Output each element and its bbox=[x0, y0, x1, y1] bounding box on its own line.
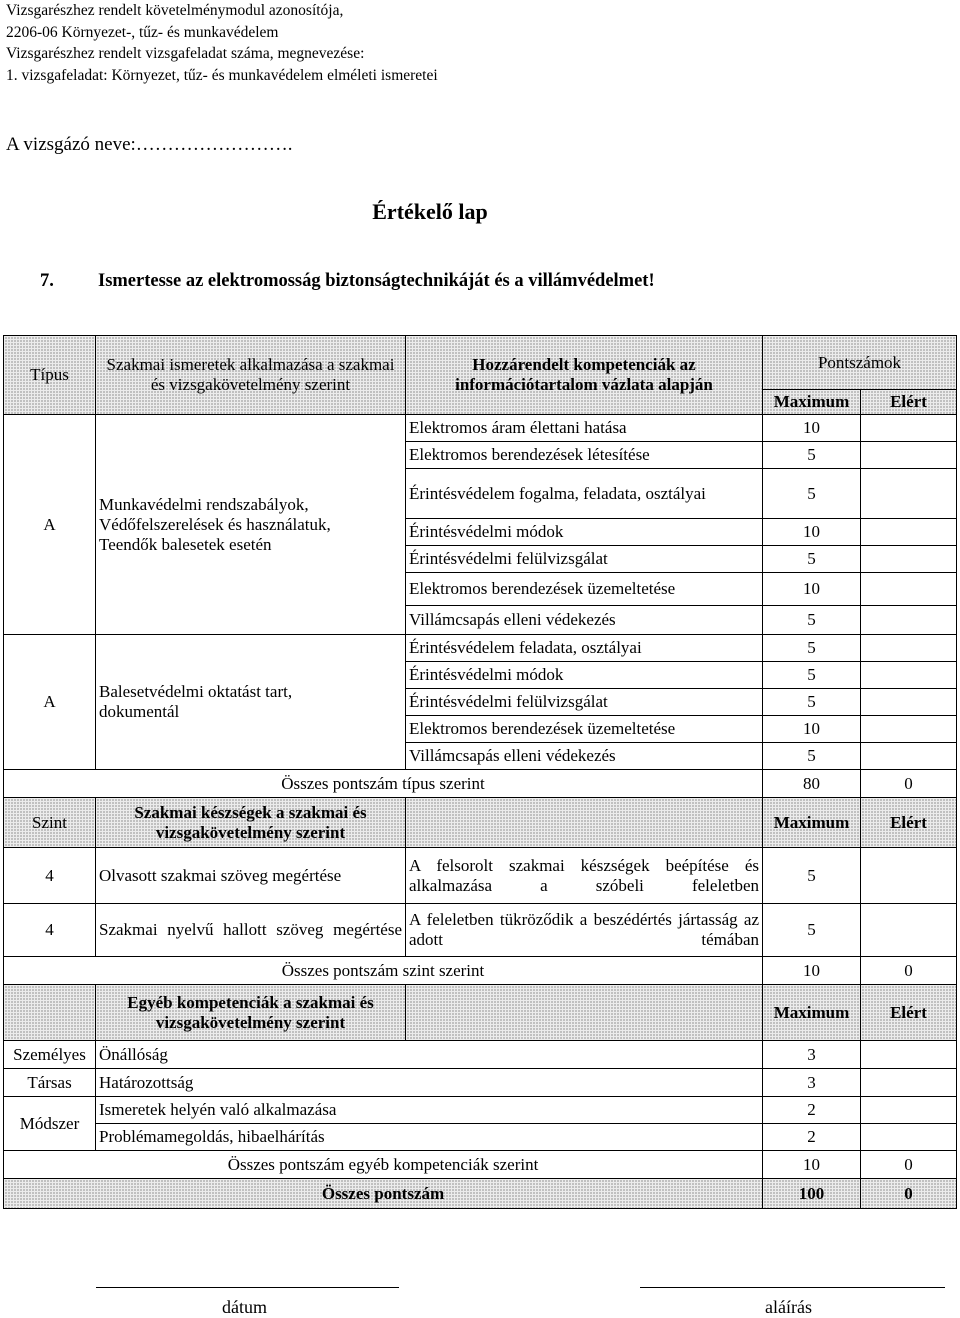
achieved-cell[interactable] bbox=[861, 469, 957, 519]
max-value: 5 bbox=[763, 469, 861, 519]
date-label: dátum bbox=[222, 1297, 267, 1317]
max-value: 5 bbox=[763, 689, 861, 716]
skills-header: Szakmai készségek a szakmai és vizsgakövetelmény szerint bbox=[96, 798, 406, 848]
grand-total-max: 100 bbox=[763, 1179, 861, 1209]
other-max-header: Maximum bbox=[763, 985, 861, 1041]
total-type-achieved: 0 bbox=[861, 770, 957, 798]
total-other-achieved: 0 bbox=[861, 1151, 957, 1179]
competence-item: Érintésvédelmi felülvizsgálat bbox=[406, 546, 763, 573]
document-header bbox=[6, 0, 438, 86]
group2-description bbox=[96, 635, 406, 770]
skills-max-header: Maximum bbox=[763, 798, 861, 848]
social-max: 3 bbox=[763, 1069, 861, 1097]
group2-desc-line: Balesetvédelmi oktatást tart, bbox=[99, 682, 293, 701]
social-text: Határozottság bbox=[96, 1069, 763, 1097]
method-type: Módszer bbox=[4, 1097, 96, 1151]
date-line bbox=[96, 1287, 399, 1288]
skill-level: 4 bbox=[4, 904, 96, 957]
personal-text: Önállóság bbox=[96, 1041, 763, 1069]
skill-max: 5 bbox=[763, 848, 861, 904]
group2-desc-line: dokumentál bbox=[99, 702, 180, 721]
achieved-cell[interactable] bbox=[861, 662, 957, 689]
competence-header: Hozzárendelt kompetenciák az információtartalom vázlata alapján bbox=[406, 336, 763, 415]
header-line-4: 1. vizsgafeladat: Környezet, tűz- és munkavédelem elméleti ismeretei bbox=[6, 66, 438, 84]
other-header: Egyéb kompetenciák a szakmai és vizsgakövetelmény szerint bbox=[96, 985, 406, 1041]
level-header: Szint bbox=[4, 798, 96, 848]
achieved-cell[interactable] bbox=[861, 848, 957, 904]
social-type: Társas bbox=[4, 1069, 96, 1097]
skills-achieved-header: Elért bbox=[861, 798, 957, 848]
max-value: 5 bbox=[763, 635, 861, 662]
total-type-label: Összes pontszám típus szerint bbox=[4, 770, 763, 798]
achieved-cell[interactable] bbox=[861, 442, 957, 469]
group1-desc-line: Védőfelszerelések és használatuk, bbox=[99, 514, 331, 534]
competence-item: Elektromos berendezések létesítése bbox=[406, 442, 763, 469]
other-header-blank bbox=[4, 985, 96, 1041]
signature-line bbox=[640, 1287, 945, 1288]
max-value: 5 bbox=[763, 743, 861, 770]
achieved-cell[interactable] bbox=[861, 573, 957, 606]
skill-competence: A felsorolt szakmai készségek beépítése és alkalmazása a szóbeli feleletben bbox=[406, 848, 763, 904]
achieved-cell[interactable] bbox=[861, 1069, 957, 1097]
points-header: Pontszámok bbox=[763, 336, 957, 390]
total-type-max: 80 bbox=[763, 770, 861, 798]
question-text: Ismertesse az elektromosság biztonságtechnikáját és a villámvédelmet! bbox=[98, 271, 655, 291]
max-value: 5 bbox=[763, 606, 861, 635]
method-max: 2 bbox=[763, 1097, 861, 1124]
skill-text: Szakmai nyelvű hallott szöveg megértése bbox=[96, 904, 406, 957]
achieved-header: Elért bbox=[861, 390, 957, 415]
achieved-cell[interactable] bbox=[861, 635, 957, 662]
other-achieved-header: Elért bbox=[861, 985, 957, 1041]
method-max: 2 bbox=[763, 1124, 861, 1151]
header-line-1: Vizsgarészhez rendelt követelménymodul azonosítója, bbox=[6, 2, 344, 19]
max-value: 5 bbox=[763, 442, 861, 469]
page-title: Értékelő lap bbox=[372, 199, 488, 224]
max-header: Maximum bbox=[763, 390, 861, 415]
grand-total-achieved: 0 bbox=[861, 1179, 957, 1209]
group1-desc-line: Teendők balesetek esetén bbox=[99, 534, 272, 554]
max-value: 10 bbox=[763, 415, 861, 442]
group1-description bbox=[96, 415, 406, 635]
header-line-3: Vizsgarészhez rendelt vizsgafeladat száma, megnevezése: bbox=[6, 45, 365, 62]
total-other-label: Összes pontszám egyéb kompetenciák szerint bbox=[4, 1151, 763, 1179]
competence-item: Érintésvédelem fogalma, feladata, osztályai bbox=[406, 469, 763, 519]
achieved-cell[interactable] bbox=[861, 1041, 957, 1069]
max-value: 5 bbox=[763, 546, 861, 573]
competence-item: Érintésvédelmi módok bbox=[406, 662, 763, 689]
competence-item: Villámcsapás elleni védekezés bbox=[406, 743, 763, 770]
question bbox=[40, 271, 655, 292]
method-text: Problémamegoldás, hibaelhárítás bbox=[96, 1124, 763, 1151]
achieved-cell[interactable] bbox=[861, 689, 957, 716]
examinee-name-field: A vizsgázó neve:……………………. bbox=[6, 134, 293, 155]
total-other-max: 10 bbox=[763, 1151, 861, 1179]
question-number: 7. bbox=[40, 271, 54, 291]
competence-item: Érintésvédelem feladata, osztályai bbox=[406, 635, 763, 662]
total-level-achieved: 0 bbox=[861, 957, 957, 985]
achieved-cell[interactable] bbox=[861, 1097, 957, 1124]
achieved-cell[interactable] bbox=[861, 519, 957, 546]
competence-item: Érintésvédelmi módok bbox=[406, 519, 763, 546]
max-value: 5 bbox=[763, 662, 861, 689]
competence-item: Villámcsapás elleni védekezés bbox=[406, 606, 763, 635]
skill-text: Olvasott szakmai szöveg megértése bbox=[96, 848, 406, 904]
total-level-max: 10 bbox=[763, 957, 861, 985]
skill-competence: A feleletben tükröződik a beszédértés jártasság az adott témában bbox=[406, 904, 763, 957]
group1-desc-line: Munkavédelmi rendszabályok, bbox=[99, 494, 309, 514]
max-value: 10 bbox=[763, 573, 861, 606]
evaluation-table bbox=[3, 335, 957, 1209]
achieved-cell[interactable] bbox=[861, 716, 957, 743]
total-level-label: Összes pontszám szint szerint bbox=[4, 957, 763, 985]
knowledge-header: Szakmai ismeretek alkalmazása a szakmai és vizsgakövetelmény szerint bbox=[96, 336, 406, 415]
personal-max: 3 bbox=[763, 1041, 861, 1069]
max-value: 10 bbox=[763, 519, 861, 546]
header-line-2: 2206-06 Környezet-, tűz- és munkavédelem bbox=[6, 23, 279, 41]
achieved-cell[interactable] bbox=[861, 743, 957, 770]
method-text: Ismeretek helyén való alkalmazása bbox=[96, 1097, 763, 1124]
skills-header-blank bbox=[406, 798, 763, 848]
type-header: Típus bbox=[4, 336, 96, 415]
skill-level: 4 bbox=[4, 848, 96, 904]
grand-total-label: Összes pontszám bbox=[4, 1179, 763, 1209]
group1-type: A bbox=[4, 415, 96, 635]
personal-type: Személyes bbox=[4, 1041, 96, 1069]
competence-item: Elektromos berendezések üzemeltetése bbox=[406, 716, 763, 743]
competence-item: Elektromos áram élettani hatása bbox=[406, 415, 763, 442]
achieved-cell[interactable] bbox=[861, 606, 957, 635]
achieved-cell[interactable] bbox=[861, 904, 957, 957]
signature-label: aláírás bbox=[765, 1297, 812, 1317]
achieved-cell[interactable] bbox=[861, 415, 957, 442]
competence-item: Érintésvédelmi felülvizsgálat bbox=[406, 689, 763, 716]
achieved-cell[interactable] bbox=[861, 546, 957, 573]
achieved-cell[interactable] bbox=[861, 1124, 957, 1151]
group2-type: A bbox=[4, 635, 96, 770]
competence-item: Elektromos berendezések üzemeltetése bbox=[406, 573, 763, 606]
other-header-blank bbox=[406, 985, 763, 1041]
skill-max: 5 bbox=[763, 904, 861, 957]
max-value: 10 bbox=[763, 716, 861, 743]
